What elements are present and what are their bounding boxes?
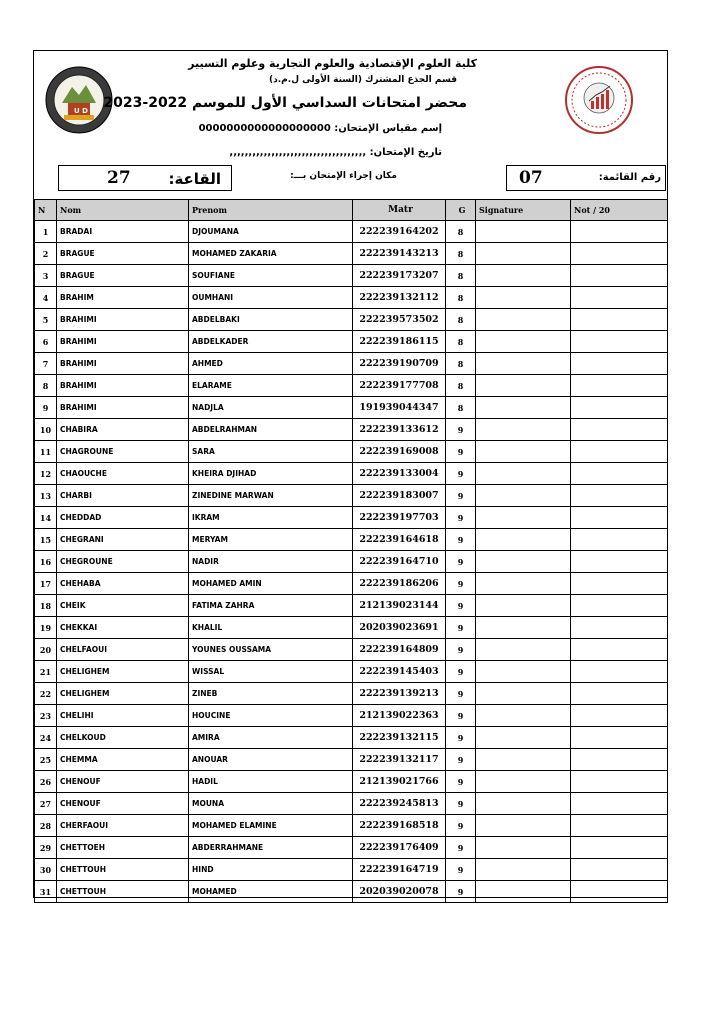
report-title: محضر امتحانات السداسي الأول للموسم 2022-2023 <box>103 95 467 111</box>
student-first-name: SOUFIANE <box>189 265 353 287</box>
student-first-name: SARA <box>189 441 353 463</box>
row-number: 6 <box>35 331 57 353</box>
signature-cell[interactable] <box>476 837 571 859</box>
student-first-name: MOHAMED AMIN <box>189 573 353 595</box>
table-row <box>35 441 668 463</box>
grade-cell[interactable] <box>571 859 668 881</box>
student-last-name: BRAHIMI <box>57 331 189 353</box>
grade-cell[interactable] <box>571 287 668 309</box>
row-number: 16 <box>35 551 57 573</box>
student-matricule: 222239190709 <box>353 353 446 375</box>
row-number: 27 <box>35 793 57 815</box>
signature-cell[interactable] <box>476 485 571 507</box>
student-matricule: 222239186206 <box>353 573 446 595</box>
student-matricule: 222239169008 <box>353 441 446 463</box>
row-number: 2 <box>35 243 57 265</box>
signature-cell[interactable] <box>476 309 571 331</box>
row-number: 31 <box>35 881 57 903</box>
student-group: 9 <box>446 771 476 793</box>
signature-cell[interactable] <box>476 595 571 617</box>
student-matricule: 222239183007 <box>353 485 446 507</box>
student-last-name: CHARBI <box>57 485 189 507</box>
student-matricule: 222239132112 <box>353 287 446 309</box>
signature-cell[interactable] <box>476 397 571 419</box>
grade-cell[interactable] <box>571 793 668 815</box>
student-first-name: HADIL <box>189 771 353 793</box>
grade-cell[interactable] <box>571 375 668 397</box>
signature-cell[interactable] <box>476 265 571 287</box>
student-last-name: CHAOUCHE <box>57 463 189 485</box>
table-row <box>35 661 668 683</box>
row-number: 22 <box>35 683 57 705</box>
student-group: 9 <box>446 419 476 441</box>
row-number: 24 <box>35 727 57 749</box>
signature-cell[interactable] <box>476 243 571 265</box>
grade-cell[interactable] <box>571 683 668 705</box>
sheet-header <box>34 51 667 198</box>
student-group: 8 <box>446 287 476 309</box>
student-last-name: CHELIGHEM <box>57 683 189 705</box>
student-group: 9 <box>446 595 476 617</box>
student-first-name: NADJLA <box>189 397 353 419</box>
table-row <box>35 859 668 881</box>
row-number: 19 <box>35 617 57 639</box>
col-header-prenom: Prenom <box>189 200 353 221</box>
row-number: 8 <box>35 375 57 397</box>
student-matricule: 191939044347 <box>353 397 446 419</box>
student-group: 9 <box>446 727 476 749</box>
signature-cell[interactable] <box>476 441 571 463</box>
hall-label: القاعة: <box>168 170 221 188</box>
student-group: 9 <box>446 617 476 639</box>
student-matricule: 202039020078 <box>353 881 446 903</box>
table-row <box>35 793 668 815</box>
table-row <box>35 727 668 749</box>
signature-cell[interactable] <box>476 287 571 309</box>
table-row <box>35 595 668 617</box>
student-first-name: DJOUMANA <box>189 221 353 243</box>
signature-cell[interactable] <box>476 771 571 793</box>
grade-cell[interactable] <box>571 441 668 463</box>
student-matricule: 222239177708 <box>353 375 446 397</box>
student-last-name: BRAHIMI <box>57 309 189 331</box>
student-first-name: HIND <box>189 859 353 881</box>
signature-cell[interactable] <box>476 353 571 375</box>
grade-cell[interactable] <box>571 485 668 507</box>
student-matricule: 222239133612 <box>353 419 446 441</box>
table-row <box>35 749 668 771</box>
student-matricule: 212139023144 <box>353 595 446 617</box>
student-first-name: MOUNA <box>189 793 353 815</box>
row-number: 7 <box>35 353 57 375</box>
signature-cell[interactable] <box>476 617 571 639</box>
student-group: 9 <box>446 507 476 529</box>
student-first-name: WISSAL <box>189 661 353 683</box>
student-last-name: CHELKOUD <box>57 727 189 749</box>
grade-cell[interactable] <box>571 749 668 771</box>
grade-cell[interactable] <box>571 573 668 595</box>
student-group: 8 <box>446 397 476 419</box>
student-last-name: CHEGRANI <box>57 529 189 551</box>
student-last-name: CHEDDAD <box>57 507 189 529</box>
col-header-n: N <box>35 200 57 221</box>
row-number: 23 <box>35 705 57 727</box>
row-number: 11 <box>35 441 57 463</box>
student-group: 9 <box>446 859 476 881</box>
col-header-note: Not / 20 <box>571 200 668 221</box>
exam-place-label: مكان إجراء الإمتحان بـــ: <box>290 171 397 181</box>
student-first-name: KHEIRA DJIHAD <box>189 463 353 485</box>
grade-cell[interactable] <box>571 221 668 243</box>
grade-cell[interactable] <box>571 881 668 903</box>
signature-cell[interactable] <box>476 793 571 815</box>
table-row <box>35 639 668 661</box>
student-last-name: CHETTOEH <box>57 837 189 859</box>
student-group: 9 <box>446 441 476 463</box>
student-matricule: 222239164710 <box>353 551 446 573</box>
student-first-name: ZINEDINE MARWAN <box>189 485 353 507</box>
student-last-name: BRAGUE <box>57 265 189 287</box>
student-matricule: 222239197703 <box>353 507 446 529</box>
student-last-name: CHABIRA <box>57 419 189 441</box>
table-row <box>35 881 668 903</box>
student-group: 9 <box>446 705 476 727</box>
student-first-name: FATIMA ZAHRA <box>189 595 353 617</box>
table-row <box>35 243 668 265</box>
row-number: 3 <box>35 265 57 287</box>
grade-cell[interactable] <box>571 727 668 749</box>
grade-cell[interactable] <box>571 353 668 375</box>
row-number: 21 <box>35 661 57 683</box>
signature-cell[interactable] <box>476 221 571 243</box>
row-number: 26 <box>35 771 57 793</box>
student-last-name: CHELIGHEM <box>57 661 189 683</box>
student-group: 8 <box>446 331 476 353</box>
row-number: 15 <box>35 529 57 551</box>
table-row <box>35 309 668 331</box>
student-matricule: 222239164618 <box>353 529 446 551</box>
table-row <box>35 265 668 287</box>
signature-cell[interactable] <box>476 705 571 727</box>
student-last-name: CHAGROUNE <box>57 441 189 463</box>
student-group: 9 <box>446 881 476 903</box>
row-number: 1 <box>35 221 57 243</box>
exam-subject: إسم مقياس الإمتحان: 0000000000000000000 <box>198 123 442 134</box>
student-group: 9 <box>446 661 476 683</box>
student-group: 8 <box>446 221 476 243</box>
table-row <box>35 771 668 793</box>
student-matricule: 222239145403 <box>353 661 446 683</box>
student-last-name: CHEMMA <box>57 749 189 771</box>
student-group: 8 <box>446 375 476 397</box>
department-name: قسم الجذع المشترك (السنة الأولى ل.م.د) <box>269 75 457 85</box>
student-matricule: 222239164202 <box>353 221 446 243</box>
student-first-name: ELARAME <box>189 375 353 397</box>
table-row <box>35 287 668 309</box>
student-first-name: AHMED <box>189 353 353 375</box>
col-header-matr: Matr <box>353 200 446 221</box>
student-group: 9 <box>446 837 476 859</box>
grade-cell[interactable] <box>571 331 668 353</box>
student-group: 9 <box>446 529 476 551</box>
student-matricule: 222239132117 <box>353 749 446 771</box>
grade-cell[interactable] <box>571 243 668 265</box>
student-last-name: CHETTOUH <box>57 881 189 903</box>
student-first-name: ABDELKADER <box>189 331 353 353</box>
grade-cell[interactable] <box>571 529 668 551</box>
student-first-name: ABDELBAKI <box>189 309 353 331</box>
student-matricule: 222239245813 <box>353 793 446 815</box>
student-group: 9 <box>446 683 476 705</box>
student-matricule: 212139021766 <box>353 771 446 793</box>
grade-cell[interactable] <box>571 397 668 419</box>
student-matricule: 222239164719 <box>353 859 446 881</box>
student-last-name: BRAHIMI <box>57 375 189 397</box>
student-first-name: ABDERRAHMANE <box>189 837 353 859</box>
signature-cell[interactable] <box>476 331 571 353</box>
student-group: 9 <box>446 749 476 771</box>
signature-cell[interactable] <box>476 683 571 705</box>
student-matricule: 212139022363 <box>353 705 446 727</box>
signature-cell[interactable] <box>476 749 571 771</box>
student-group: 9 <box>446 815 476 837</box>
table-row <box>35 529 668 551</box>
student-matricule: 222239164809 <box>353 639 446 661</box>
student-last-name: CHELIHI <box>57 705 189 727</box>
student-last-name: CHELFAOUI <box>57 639 189 661</box>
signature-cell[interactable] <box>476 507 571 529</box>
student-matricule: 222239168518 <box>353 815 446 837</box>
student-group: 8 <box>446 243 476 265</box>
row-number: 25 <box>35 749 57 771</box>
row-number: 17 <box>35 573 57 595</box>
student-first-name: ABDELRAHMAN <box>189 419 353 441</box>
student-last-name: BRAHIM <box>57 287 189 309</box>
attendance-table <box>34 199 668 903</box>
row-number: 30 <box>35 859 57 881</box>
row-number: 13 <box>35 485 57 507</box>
signature-cell[interactable] <box>476 529 571 551</box>
row-number: 5 <box>35 309 57 331</box>
student-matricule: 222239573502 <box>353 309 446 331</box>
student-last-name: BRADAI <box>57 221 189 243</box>
student-last-name: BRAHIMI <box>57 353 189 375</box>
list-label: رقم القائمة: <box>598 172 661 183</box>
list-box <box>506 165 666 191</box>
student-first-name: NADIR <box>189 551 353 573</box>
grade-cell[interactable] <box>571 309 668 331</box>
signature-cell[interactable] <box>476 639 571 661</box>
table-row <box>35 617 668 639</box>
student-group: 9 <box>446 793 476 815</box>
student-group: 8 <box>446 309 476 331</box>
table-row <box>35 463 668 485</box>
student-last-name: CHEGROUNE <box>57 551 189 573</box>
student-first-name: AMIRA <box>189 727 353 749</box>
row-number: 18 <box>35 595 57 617</box>
row-number: 10 <box>35 419 57 441</box>
student-group: 9 <box>446 463 476 485</box>
row-number: 9 <box>35 397 57 419</box>
hall-number: 27 <box>107 168 131 188</box>
student-last-name: CHEHABA <box>57 573 189 595</box>
grade-cell[interactable] <box>571 661 668 683</box>
grade-cell[interactable] <box>571 551 668 573</box>
faculty-name: كلية العلوم الإقتصادية والعلوم التجارية وعلوم التسيير <box>188 57 477 70</box>
student-last-name: CHERFAOUI <box>57 815 189 837</box>
student-first-name: KHALIL <box>189 617 353 639</box>
table-row <box>35 353 668 375</box>
signature-cell[interactable] <box>476 463 571 485</box>
student-matricule: 222239139213 <box>353 683 446 705</box>
table-row <box>35 573 668 595</box>
exam-sheet <box>33 50 668 898</box>
grade-cell[interactable] <box>571 595 668 617</box>
hall-box <box>58 165 232 191</box>
student-matricule: 222239186115 <box>353 331 446 353</box>
student-first-name: MERYAM <box>189 529 353 551</box>
student-first-name: HOUCINE <box>189 705 353 727</box>
student-first-name: MOHAMED ZAKARIA <box>189 243 353 265</box>
student-last-name: BRAGUE <box>57 243 189 265</box>
student-group: 9 <box>446 551 476 573</box>
col-header-signature: Signature <box>476 200 571 221</box>
student-matricule: 222239173207 <box>353 265 446 287</box>
list-number: 07 <box>519 168 543 188</box>
student-matricule: 222239132115 <box>353 727 446 749</box>
student-group: 8 <box>446 265 476 287</box>
student-last-name: CHENOUF <box>57 771 189 793</box>
table-row <box>35 551 668 573</box>
table-row <box>35 331 668 353</box>
student-last-name: CHEIK <box>57 595 189 617</box>
table-row <box>35 221 668 243</box>
col-header-nom: Nom <box>57 200 189 221</box>
faculty-emblem-icon <box>564 65 634 135</box>
table-row <box>35 705 668 727</box>
table-row <box>35 397 668 419</box>
row-number: 20 <box>35 639 57 661</box>
student-last-name: CHENOUF <box>57 793 189 815</box>
row-number: 29 <box>35 837 57 859</box>
grade-cell[interactable] <box>571 463 668 485</box>
signature-cell[interactable] <box>476 881 571 903</box>
table-row <box>35 683 668 705</box>
table-row <box>35 485 668 507</box>
student-matricule: 222239143213 <box>353 243 446 265</box>
student-first-name: OUMHANI <box>189 287 353 309</box>
grade-cell[interactable] <box>571 705 668 727</box>
row-number: 14 <box>35 507 57 529</box>
student-last-name: BRAHIMI <box>57 397 189 419</box>
student-matricule: 222239176409 <box>353 837 446 859</box>
student-first-name: IKRAM <box>189 507 353 529</box>
table-header-row <box>35 200 668 221</box>
svg-text:U D: U D <box>74 107 88 115</box>
grade-cell[interactable] <box>571 837 668 859</box>
signature-cell[interactable] <box>476 573 571 595</box>
student-matricule: 222239133004 <box>353 463 446 485</box>
grade-cell[interactable] <box>571 265 668 287</box>
grade-cell[interactable] <box>571 771 668 793</box>
signature-cell[interactable] <box>476 419 571 441</box>
table-row <box>35 375 668 397</box>
signature-cell[interactable] <box>476 859 571 881</box>
table-row <box>35 419 668 441</box>
student-last-name: CHEKKAI <box>57 617 189 639</box>
grade-cell[interactable] <box>571 639 668 661</box>
grade-cell[interactable] <box>571 815 668 837</box>
student-matricule: 202039023691 <box>353 617 446 639</box>
grade-cell[interactable] <box>571 419 668 441</box>
signature-cell[interactable] <box>476 375 571 397</box>
table-row <box>35 507 668 529</box>
table-row <box>35 815 668 837</box>
signature-cell[interactable] <box>476 727 571 749</box>
student-group: 9 <box>446 639 476 661</box>
signature-cell[interactable] <box>476 815 571 837</box>
table-row <box>35 837 668 859</box>
exam-date: تاريخ الإمتحان: ,,,,,,,,,,,,,,,,,,,,,,,,,,,,,,,,,,,, <box>229 147 442 158</box>
row-number: 28 <box>35 815 57 837</box>
student-group: 9 <box>446 573 476 595</box>
student-first-name: MOHAMED <box>189 881 353 903</box>
student-first-name: MOHAMED ELAMINE <box>189 815 353 837</box>
student-first-name: ZINEB <box>189 683 353 705</box>
grade-cell[interactable] <box>571 507 668 529</box>
col-header-g: G <box>446 200 476 221</box>
table-body <box>35 221 668 903</box>
student-first-name: ANOUAR <box>189 749 353 771</box>
row-number: 12 <box>35 463 57 485</box>
signature-cell[interactable] <box>476 551 571 573</box>
student-group: 8 <box>446 353 476 375</box>
student-last-name: CHETTOUH <box>57 859 189 881</box>
row-number: 4 <box>35 287 57 309</box>
signature-cell[interactable] <box>476 661 571 683</box>
student-group: 9 <box>446 485 476 507</box>
student-first-name: YOUNES OUSSAMA <box>189 639 353 661</box>
grade-cell[interactable] <box>571 617 668 639</box>
